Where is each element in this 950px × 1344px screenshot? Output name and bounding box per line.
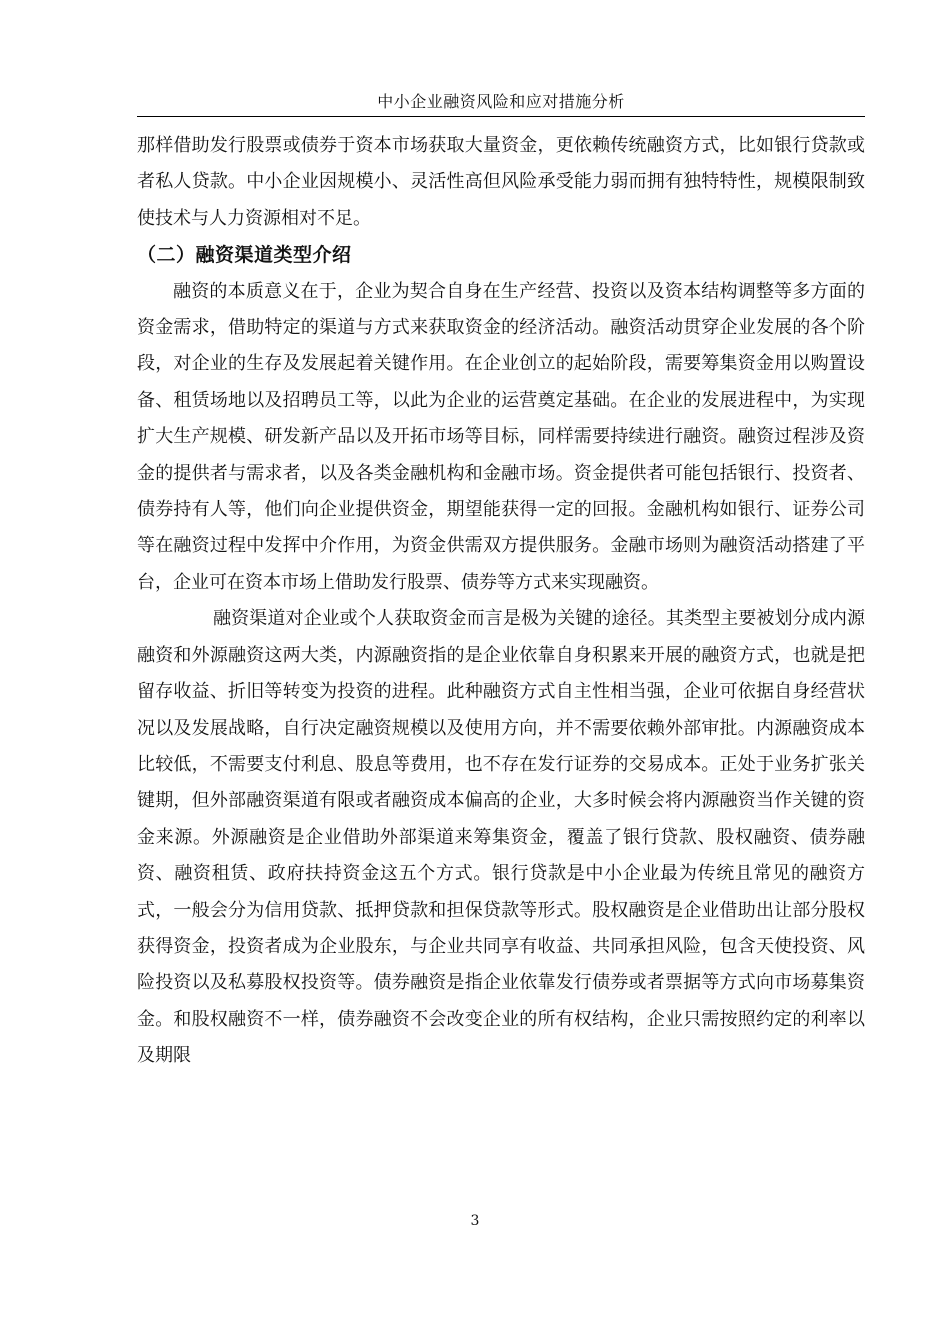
paragraph-financing-channels: 融资渠道对企业或个人获取资金而言是极为关键的途径。其类型主要被划分成内源融资和外源融资这两大类，内源融资指的是企业依靠自身积累来开展的融资方式，也就是把留存收益、折旧等转变为投资的进程。此种融资方式自主性相当强，企业可依据自身经营状况以及发展战略，自行决定融资规模以及使用方向，并不需要依赖外部审批。内源融资成本比较低，不需要支付利息、股息等费用，也不存在发行证券的交易成本。正处于业务扩张关键期，但外部融资渠道有限或者融资成本偏高的企业，大多时候会将内源融资当作关键的资金来源。外源融资是企业借助外部渠道来筹集资金，覆盖了银行贷款、股权融资、债券融资、融资租赁、政府扶持资金这五个方式。银行贷款是中小企业最为传统且常见的融资方式，一般会分为信用贷款、抵押贷款和担保贷款等形式。股权融资是企业借助出让部分股权获得资金，投资者成为企业股东，与企业共同享有收益、共同承担风险，包含天使投资、风险投资以及私募股权投资等。债券融资是指企业依靠发行债券或者票据等方式向市场募集资金。和股权融资不一样，债券融资不会改变企业的所有权结构，企业只需按照约定的利率以及期限: [137, 608, 865, 1067]
paragraph-continued: 那样借助发行股票或债券于资本市场获取大量资金，更依赖传统融资方式，比如银行贷款或者私人贷款。中小企业因规模小、灵活性高但风险承受能力弱而拥有独特特性，规模限制致使技术与人力资源相对不足。: [137, 135, 865, 229]
paragraph-financing-essence: 融资的本质意义在于，企业为契合自身在生产经营、投资以及资本结构调整等多方面的资金需求，借助特定的渠道与方式来获取资金的经济活动。融资活动贯穿企业发展的各个阶段，对企业的生存及发展起着关键作用。在企业创立的起始阶段，需要筹集资金用以购置设备、租赁场地以及招聘员工等，以此为企业的运营奠定基础。在企业的发展进程中，为实现扩大生产规模、研发新产品以及开拓市场等目标，同样需要持续进行融资。融资过程涉及资金的提供者与需求者，以及各类金融机构和金融市场。资金提供者可能包括银行、投资者、债券持有人等，他们向企业提供资金，期望能获得一定的回报。金融机构如银行、证券公司等在融资过程中发挥中介作用，为资金供需双方提供服务。金融市场则为融资活动搭建了平台，企业可在资本市场上借助发行股票、债券等方式来实现融资。: [137, 280, 865, 593]
running-header-title: 中小企业融资风险和应对措施分析: [377, 92, 625, 111]
section-heading: （二）融资渠道类型介绍: [137, 244, 352, 267]
header-divider: [137, 116, 865, 117]
page-number: 3: [470, 1213, 480, 1229]
body-text: [137, 128, 865, 1075]
